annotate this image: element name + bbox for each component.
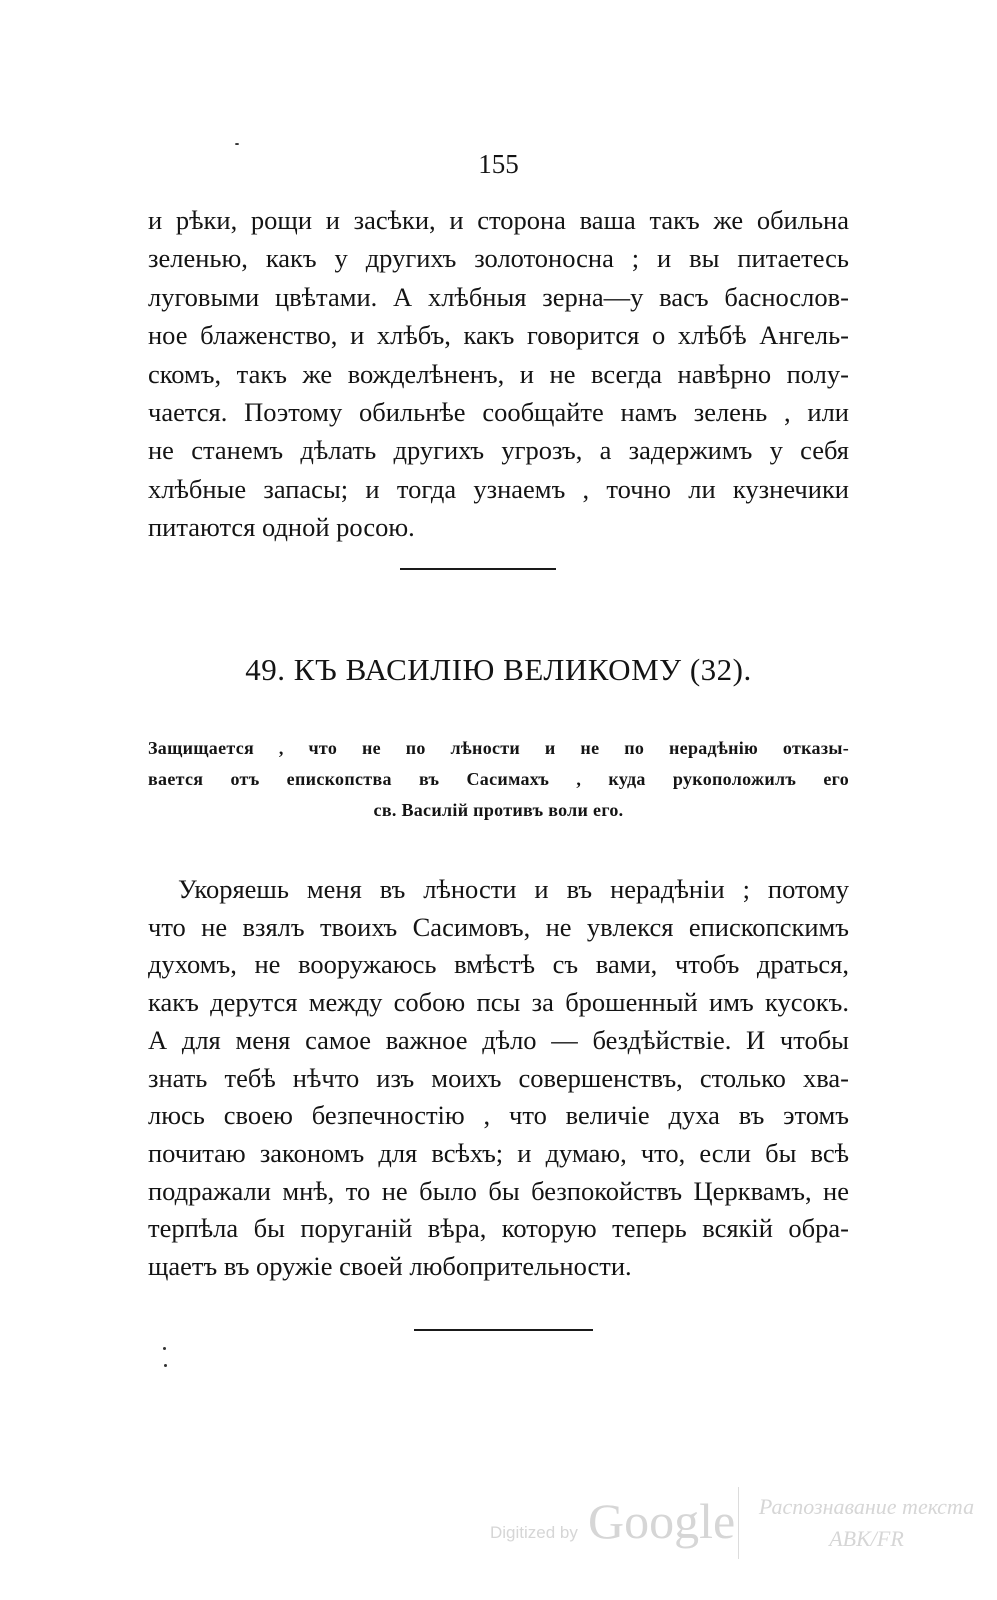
ocr-credit-line: ABK/FR <box>829 1526 904 1551</box>
body-line: знать тебѣ нѣчто изъ моихъ совершенствъ, столько хва- <box>148 1062 849 1093</box>
body-line: что не взялъ твоихъ Сасимовъ, не увлекся епископскимъ <box>148 911 849 942</box>
text-line: хлѣбные запасы; и тогда узнаемъ , точно ли кузнечики <box>148 473 849 504</box>
text-line: скомъ, такъ же вожделѣненъ, и не всегда навѣрно полу- <box>148 358 849 389</box>
body-line: Укоряешь меня въ лѣности и въ нерадѣніи ; потому <box>178 874 849 904</box>
body-line: какъ дерутся между собою псы за брошенный имъ кусокъ. <box>148 987 849 1018</box>
digitization-watermark <box>490 1485 990 1565</box>
section-divider <box>400 568 556 570</box>
text-line: чается. Поэтому обильнѣе сообщайте намъ зелень , или <box>148 397 849 428</box>
text-line: и рѣки, рощи и засѣки, и сторона ваша такъ же обильна <box>148 205 849 235</box>
continued-paragraph <box>148 201 849 547</box>
scan-speck <box>164 1364 167 1367</box>
watermark-divider <box>738 1487 739 1559</box>
text-line: ное блаженство, и хлѣбъ, какъ говорится о хлѣбѣ Ангель- <box>148 320 849 351</box>
digitized-by-label: Digitized by <box>490 1523 578 1542</box>
letter-body <box>148 871 849 1286</box>
body-line: А для меня самое важное дѣло — бездѣйствіе. И чтобы <box>148 1024 849 1055</box>
ocr-credit <box>744 1491 989 1555</box>
letter-heading: 49. КЪ ВАСИЛІЮ ВЕЛИКОМУ (32). <box>245 652 752 687</box>
scan-speck <box>163 1347 166 1350</box>
google-logo: Google <box>588 1493 736 1549</box>
summary-line: Защищается , что не по лѣности и не по нерадѣнію отказы- <box>148 738 849 758</box>
ocr-credit-line: Распознавание текста <box>758 1494 975 1519</box>
text-line: питаются одной росою. <box>148 512 415 543</box>
page-number: 155 <box>478 149 519 179</box>
text-line: зеленью, какъ у другихъ золотоносна ; и вы питаетесь <box>148 243 849 274</box>
body-line: терпѣла бы поруганій вѣра, которую теперь всякій обра- <box>148 1213 849 1244</box>
body-line: щаетъ въ оружіе своей любопрительности. <box>148 1251 632 1282</box>
scan-speck <box>235 143 239 145</box>
summary-line: св. Василій противъ воли его. <box>373 800 624 820</box>
text-line: луговыми цвѣтами. А хлѣбныя зерна—у васъ баснослов- <box>148 281 849 312</box>
letter-summary <box>148 733 849 826</box>
body-line: почитаю закономъ для всѣхъ; и думаю, что, если бы всѣ <box>148 1137 849 1168</box>
body-line: духомъ, не вооружаюсь вмѣстѣ съ вами, чтобъ драться, <box>148 949 849 980</box>
summary-line: вается отъ епископства въ Сасимахъ , куда рукоположилъ его <box>148 769 849 789</box>
body-line: подражали мнѣ, то не было бы безпокойствъ Церквамъ, не <box>148 1175 849 1206</box>
body-line: люсь своею безпечностію , что величіе духа въ этомъ <box>148 1100 849 1131</box>
text-line: не станемъ дѣлать другихъ угрозъ, а задержимъ у себя <box>148 435 849 466</box>
end-divider <box>414 1329 593 1331</box>
